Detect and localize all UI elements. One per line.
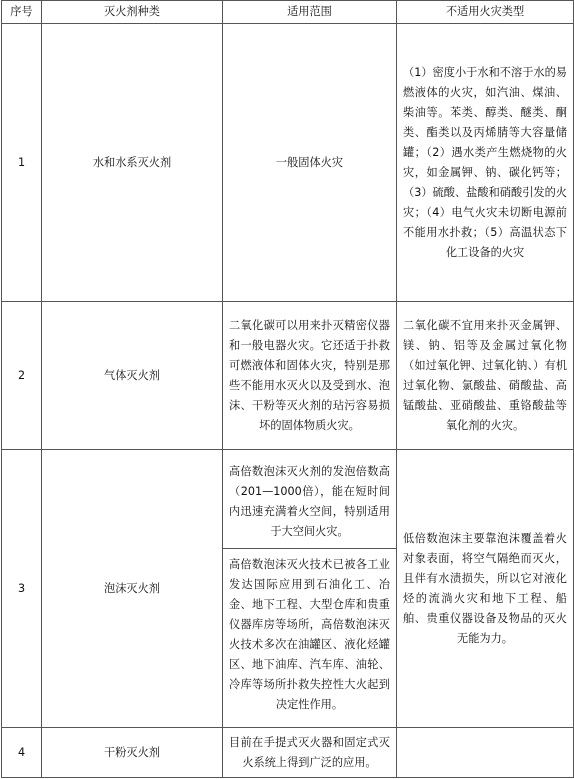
row-scope-bottom: 高倍数泡沫灭火技术已被各工业发达国际应用到石油化工、冶金、地下工程、大型仓库和贵重仪器库房等场所，高倍数泡沫灭火技术多次在油罐区、液化烃罐区、地下油库、汽车库、油轮、冷库等场所扑救失控性大火起到决定性作用。 — [229, 558, 390, 711]
table-row — [2, 24, 574, 302]
row-agent-type: 泡沫灭火剂 — [42, 450, 223, 728]
header-exclusion: 不适用火灾类型 — [397, 1, 574, 24]
row-exclusion: 低倍数泡沫主要靠泡沫覆盖着火对象表面，将空气隔绝而灭火，且伴有水渍损失，所以它对液化烃的流淌火灾和地下工程、船舶、贵重仪器设备及物品的灭火无能为力。 — [397, 450, 574, 728]
header-row — [2, 1, 574, 24]
row-exclusion — [397, 728, 574, 778]
row-scope-split — [223, 450, 397, 728]
table-row — [2, 450, 574, 728]
row-exclusion: 二氧化碳不宜用来扑灭金属钾、镁、钠、铝等及金属过氧化物（如过氧化钾、过氧化钠、）有机过氧化物、氯酸盐、硝酸盐、高锰酸盐、亚硝酸盐、重铬酸盐等氧化剂的火灾。 — [397, 302, 574, 450]
row-scope: 目前在手提式灭火器和固定式灭火系统上得到广泛的应用。 — [223, 728, 397, 778]
header-no: 序号 — [2, 1, 42, 24]
row-scope: 二氧化碳可以用来扑灭精密仪器和一般电器火灾。它还适于扑救可燃液体和固体火灾，特别是那些不能用水灭火以及受到水、泡沫、干粉等灭火剂的玷污容易损坏的固体物质火灾。 — [223, 302, 397, 450]
row-agent-type: 干粉灭火剂 — [42, 728, 223, 778]
row-no: 4 — [2, 728, 42, 778]
header-agent-type: 灭火剂种类 — [42, 1, 223, 24]
row-no: 1 — [2, 24, 42, 302]
header-scope: 适用范围 — [223, 1, 397, 24]
table-row — [2, 728, 574, 778]
row-agent-type: 气体灭火剂 — [42, 302, 223, 450]
extinguishing-agent-table — [1, 0, 574, 778]
row-scope: 一般固体火灾 — [223, 24, 397, 302]
row-agent-type: 水和水系灭火剂 — [42, 24, 223, 302]
table-row — [2, 302, 574, 450]
row-exclusion: （1）密度小于水和不溶于水的易燃液体的火灾，如汽油、煤油、柴油等。苯类、醇类、醚类、酮类、酯类以及丙烯腈等大容量储罐；（2）遇水类产生燃烧物的火灾，如金属钾、钠、碳化钙等；（3）硫酸、盐酸和硝酸引发的火灾；（4）电气火灾未切断电源前不能用水扑救；（5）高温状态下化工设备的火灾 — [397, 24, 574, 302]
row-scope-top: 高倍数泡沫灭火剂的发泡倍数高（201—1000倍），能在短时间内迅速充满着火空间，特别适用于大空间火灾。 — [223, 462, 396, 549]
row-no: 2 — [2, 302, 42, 450]
row-no: 3 — [2, 450, 42, 728]
